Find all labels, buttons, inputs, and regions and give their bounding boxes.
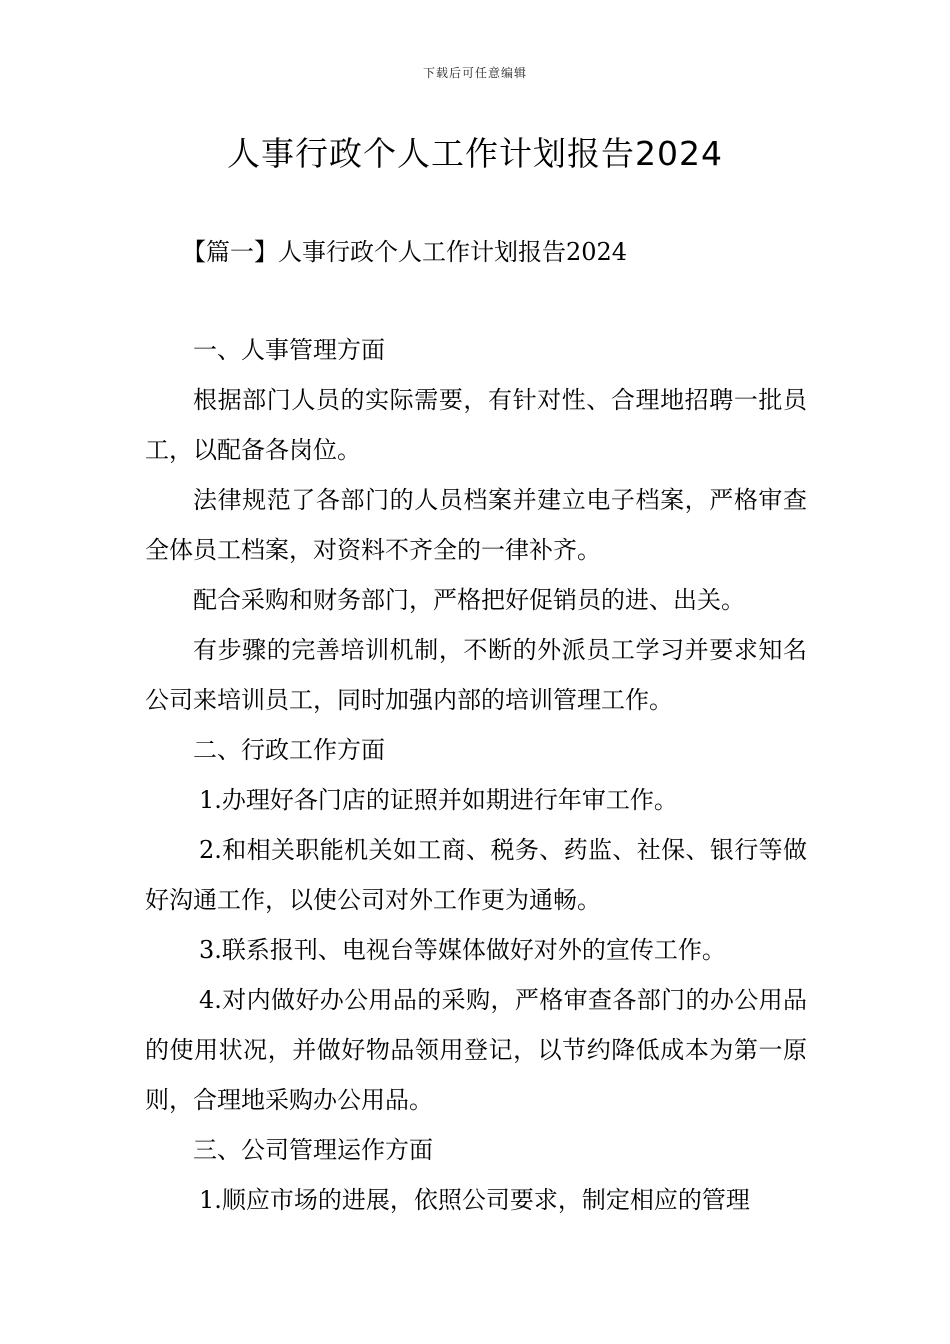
document-title: 人事行政个人工作计划报告2024 <box>227 134 723 173</box>
subheading: 三、公司管理运作方面 <box>193 1136 433 1164</box>
section-title: 【篇一】人事行政个人工作计划报告2024 <box>182 238 628 266</box>
numbered-paragraph: 3.联系报刊、电视台等媒体做好对外的宣传工作。 <box>199 936 726 964</box>
subheading: 二、行政工作方面 <box>193 736 385 764</box>
paragraph: 有步骤的完善培训机制，不断的外派员工学习并要求知名公司来培训员工，同时加强内部的培训管理工作。 <box>145 636 807 714</box>
paragraph: 法律规范了各部门的人员档案并建立电子档案，严格审查全体员工档案，对资料不齐全的一律补齐。 <box>145 486 807 564</box>
numbered-paragraph: 4.对内做好办公用品的采购，严格审查各部门的办公用品的使用状况，并做好物品领用登记，以节约降低成本为第一原则，合理地采购办公用品。 <box>145 986 807 1114</box>
document-body <box>145 325 807 1225</box>
subheading: 一、人事管理方面 <box>193 336 385 364</box>
numbered-paragraph: 2.和相关职能机关如工商、税务、药监、社保、银行等做好沟通工作，以使公司对外工作更为通畅。 <box>145 836 807 914</box>
paragraph: 配合采购和财务部门，严格把好促销员的进、出关。 <box>193 586 745 614</box>
header-note: 下载后可任意编辑 <box>422 66 527 80</box>
numbered-paragraph: 1.办理好各门店的证照并如期进行年审工作。 <box>199 786 678 814</box>
paragraph: 根据部门人员的实际需要，有针对性、合理地招聘一批员工，以配备各岗位。 <box>145 386 807 464</box>
numbered-paragraph: 1.顺应市场的进展，依照公司要求，制定相应的管理 <box>199 1186 750 1214</box>
